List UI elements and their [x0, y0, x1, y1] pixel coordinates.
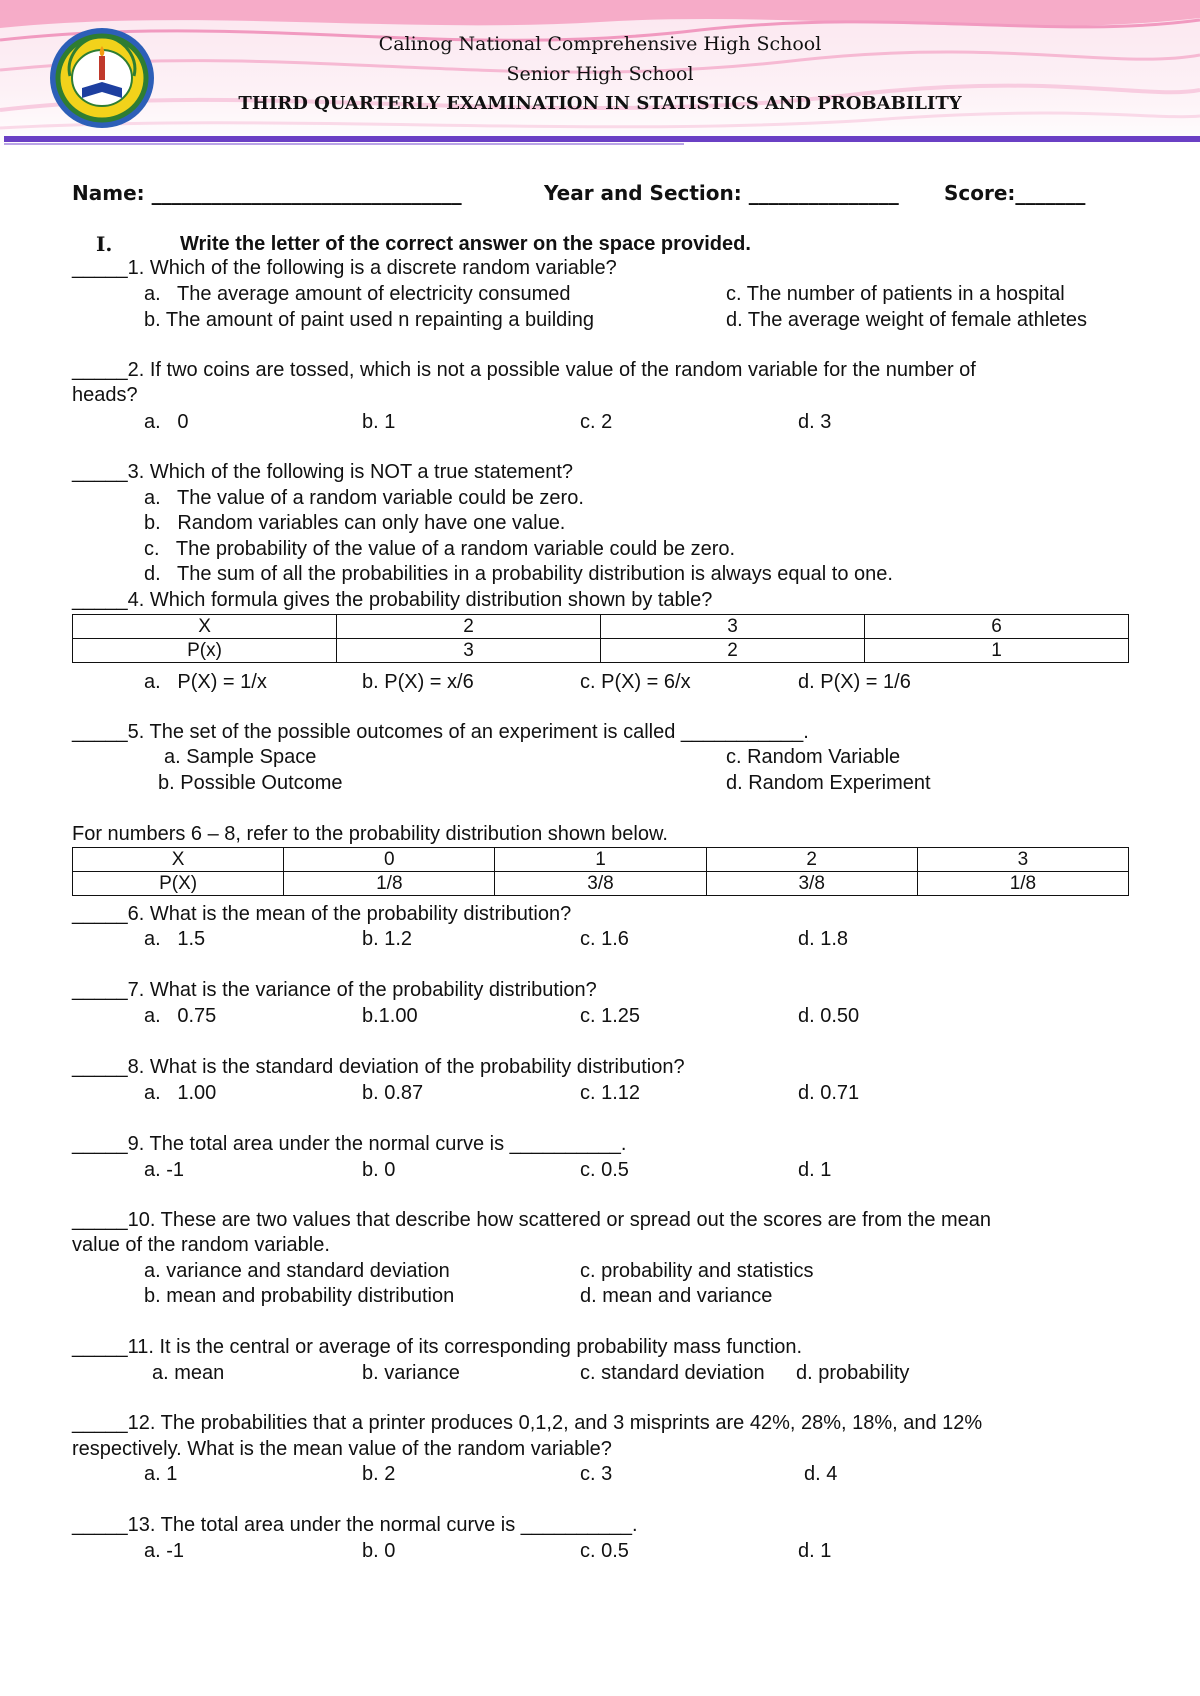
instructions-text: Write the letter of the correct answer on the space provided. [180, 233, 751, 255]
question-6: _____6. What is the mean of the probability distribution? [72, 903, 572, 925]
q11-option-a[interactable]: a. mean [152, 1362, 225, 1384]
table-cell: 6 [865, 615, 1129, 639]
q8-option-b[interactable]: b. 0.87 [362, 1082, 424, 1104]
q12-option-b[interactable]: b. 2 [362, 1463, 396, 1485]
q6-option-c[interactable]: c. 1.6 [580, 928, 629, 950]
q2-option-d[interactable]: d. 3 [798, 411, 832, 433]
table-cell: 3 [337, 639, 601, 663]
q2-option-a[interactable]: a. 0 [144, 411, 189, 433]
q12-option-c[interactable]: c. 3 [580, 1463, 613, 1485]
table-row [73, 639, 1129, 663]
table-row [73, 872, 1129, 896]
question-3: _____3. Which of the following is NOT a true statement? [72, 461, 574, 483]
q13-option-a[interactable]: a. -1 [144, 1540, 185, 1562]
table-cell: X [73, 848, 284, 872]
section-number: I. [96, 232, 113, 256]
q3-option-b[interactable]: b. Random variables can only have one value. [144, 512, 566, 534]
table-cell: P(X) [73, 872, 284, 896]
table-cell: 3/8 [495, 872, 706, 896]
question-9: _____9. The total area under the normal curve is __________. [72, 1133, 627, 1155]
header-divider-thin [4, 143, 684, 145]
q10-option-c[interactable]: c. probability and statistics [580, 1260, 814, 1282]
score-field[interactable]: Score:_______ [944, 181, 1086, 205]
q5-option-b[interactable]: b. Possible Outcome [158, 772, 343, 794]
q4-option-d[interactable]: d. P(X) = 1/6 [798, 671, 911, 693]
year-section-field[interactable]: Year and Section: _______________ [544, 181, 899, 205]
question-2: _____2. If two coins are tossed, which is not a possible value of the random variable for the number of [72, 359, 976, 381]
question-8: _____8. What is the standard deviation of the probability distribution? [72, 1056, 685, 1078]
q13-option-d[interactable]: d. 1 [798, 1540, 832, 1562]
q11-option-d[interactable]: d. probability [796, 1362, 910, 1384]
table-cell: 3 [917, 848, 1128, 872]
q4-option-c[interactable]: c. P(X) = 6/x [580, 671, 691, 693]
q11-option-c[interactable]: c. standard deviation [580, 1362, 765, 1384]
table-cell: X [73, 615, 337, 639]
table-cell: 0 [284, 848, 495, 872]
q12-option-d[interactable]: d. 4 [804, 1463, 838, 1485]
probability-distribution-table [72, 847, 1129, 896]
q2-option-c[interactable]: c. 2 [580, 411, 613, 433]
q7-option-a[interactable]: a. 0.75 [144, 1005, 217, 1027]
exam-title: THIRD QUARTERLY EXAMINATION IN STATISTICS AND PROBABILITY [238, 93, 962, 114]
q5-option-d[interactable]: d. Random Experiment [726, 772, 931, 794]
table-cell: 1/8 [284, 872, 495, 896]
table-cell: 1 [865, 639, 1129, 663]
q1-option-c[interactable]: c. The number of patients in a hospital [726, 283, 1065, 305]
q6-option-a[interactable]: a. 1.5 [144, 928, 206, 950]
question-13: _____13. The total area under the normal curve is __________. [72, 1514, 638, 1536]
q10-option-b[interactable]: b. mean and probability distribution [144, 1285, 455, 1307]
department-name: Senior High School [506, 63, 694, 85]
q6-option-b[interactable]: b. 1.2 [362, 928, 413, 950]
q8-option-d[interactable]: d. 0.71 [798, 1082, 860, 1104]
q1-option-b[interactable]: b. The amount of paint used n repainting a building [144, 309, 594, 331]
q10-option-a[interactable]: a. variance and standard deviation [144, 1260, 450, 1282]
exam-header [0, 0, 1200, 150]
q4-option-b[interactable]: b. P(X) = x/6 [362, 671, 474, 693]
question-2-cont: heads? [72, 384, 138, 406]
q5-option-c[interactable]: c. Random Variable [726, 746, 901, 768]
question-5: _____5. The set of the possible outcomes of an experiment is called ___________. [72, 721, 809, 743]
q4-option-a[interactable]: a. P(X) = 1/x [144, 671, 267, 693]
q9-option-a[interactable]: a. -1 [144, 1159, 185, 1181]
q2-option-b[interactable]: b. 1 [362, 411, 396, 433]
q3-option-a[interactable]: a. The value of a random variable could be zero. [144, 487, 584, 509]
q11-option-b[interactable]: b. variance [362, 1362, 460, 1384]
name-field[interactable]: Name: _______________________________ [72, 181, 462, 205]
q9-option-b[interactable]: b. 0 [362, 1159, 396, 1181]
q9-option-d[interactable]: d. 1 [798, 1159, 832, 1181]
q5-option-a[interactable]: a. Sample Space [164, 746, 317, 768]
table-row [73, 848, 1129, 872]
q3-option-c[interactable]: c. The probability of the value of a random variable could be zero. [144, 538, 736, 560]
table-row [73, 615, 1129, 639]
reference-note: For numbers 6 – 8, refer to the probability distribution shown below. [72, 823, 668, 845]
table-cell: 1 [495, 848, 706, 872]
question-10: _____10. These are two values that describe how scattered or spread out the scores are from the mean [72, 1209, 992, 1231]
question-10-cont: value of the random variable. [72, 1234, 330, 1256]
q12-option-a[interactable]: a. 1 [144, 1463, 178, 1485]
question-4: _____4. Which formula gives the probability distribution shown by table? [72, 589, 713, 611]
q3-option-d[interactable]: d. The sum of all the probabilities in a probability distribution is always equal to one. [144, 563, 893, 585]
q7-option-d[interactable]: d. 0.50 [798, 1005, 860, 1027]
table-cell: 3/8 [706, 872, 917, 896]
table-cell: 3 [601, 615, 865, 639]
question-7: _____7. What is the variance of the probability distribution? [72, 979, 597, 1001]
question-12: _____12. The probabilities that a printer produces 0,1,2, and 3 misprints are 42%, 28%, 18%, and 12% [72, 1412, 983, 1434]
question-12-cont: respectively. What is the mean value of the random variable? [72, 1438, 612, 1460]
q1-option-a[interactable]: a. The average amount of electricity consumed [144, 283, 571, 305]
q1-option-d[interactable]: d. The average weight of female athletes [726, 309, 1087, 331]
q6-option-d[interactable]: d. 1.8 [798, 928, 849, 950]
q7-option-b[interactable]: b.1.00 [362, 1005, 418, 1027]
header-divider [4, 136, 1200, 142]
question-11: _____11. It is the central or average of its corresponding probability mass function. [72, 1336, 803, 1358]
table-cell: 2 [706, 848, 917, 872]
table-cell: 1/8 [917, 872, 1128, 896]
q10-option-d[interactable]: d. mean and variance [580, 1285, 773, 1307]
table-cell: 2 [337, 615, 601, 639]
q13-option-c[interactable]: c. 0.5 [580, 1540, 629, 1562]
table-cell: P(x) [73, 639, 337, 663]
q8-option-c[interactable]: c. 1.12 [580, 1082, 641, 1104]
q13-option-b[interactable]: b. 0 [362, 1540, 396, 1562]
q7-option-c[interactable]: c. 1.25 [580, 1005, 641, 1027]
table-cell: 2 [601, 639, 865, 663]
q4-distribution-table [72, 614, 1129, 663]
q8-option-a[interactable]: a. 1.00 [144, 1082, 217, 1104]
q9-option-c[interactable]: c. 0.5 [580, 1159, 629, 1181]
question-1: _____1. Which of the following is a discrete random variable? [72, 257, 617, 279]
school-name: Calinog National Comprehensive High School [378, 33, 822, 55]
